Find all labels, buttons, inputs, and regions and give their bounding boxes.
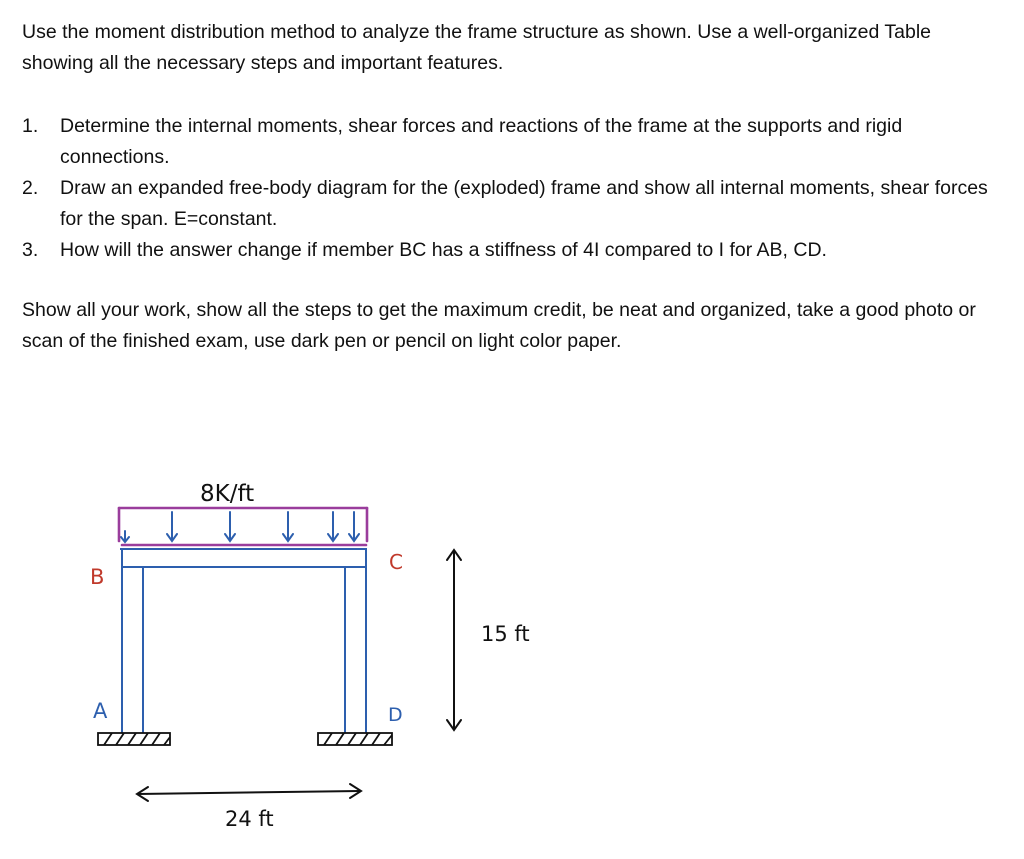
support-hatch <box>324 733 392 745</box>
problem-intro: Use the moment distribution method to analyze the frame structure as shown. Use a well-organized Table showing all the necessary steps and important features. <box>22 21 932 74</box>
span-dimension <box>137 784 361 801</box>
load-arrow-icon <box>225 512 235 541</box>
span-label: 24 ft <box>225 807 274 831</box>
frame-members <box>120 549 367 733</box>
task-text: Determine the internal moments, shear forces and reactions of the frame at the supports and rigid connections. <box>60 115 903 168</box>
load-arrows <box>121 512 359 542</box>
fixed-support-a <box>98 733 170 745</box>
joint-label-a: A <box>93 699 108 723</box>
task-text: Draw an expanded free-body diagram for the (exploded) frame and show all internal moments, shear forces for the span. E=constant. <box>60 177 988 230</box>
joint-label-d: D <box>388 704 403 726</box>
load-arrow-icon <box>328 512 338 541</box>
joint-label-c: C <box>389 550 403 574</box>
load-arrow-icon <box>283 512 293 541</box>
task-number: 3. <box>22 239 39 261</box>
task-number: 1. <box>22 115 39 137</box>
load-arrow-icon <box>167 512 177 541</box>
distributed-load <box>119 508 367 545</box>
task-number: 2. <box>22 177 39 199</box>
task-text: How will the answer change if member BC has a stiffness of 4I compared to I for AB, CD. <box>60 239 827 261</box>
height-dimension <box>447 550 461 730</box>
work-instructions: Show all your work, show all the steps to get the maximum credit, be neat and organized, take a good photo or scan of the finished exam, use dark pen or pencil on light color paper. <box>22 299 976 352</box>
joint-label-b: B <box>90 565 105 589</box>
height-label: 15 ft <box>481 622 530 646</box>
load-arrow-icon <box>349 512 359 541</box>
dimension-line <box>138 791 360 794</box>
load-label: 8K/ft <box>200 481 255 507</box>
fixed-support-d <box>318 733 392 745</box>
support-hatch <box>104 733 170 745</box>
load-arrow-icon <box>121 531 129 542</box>
